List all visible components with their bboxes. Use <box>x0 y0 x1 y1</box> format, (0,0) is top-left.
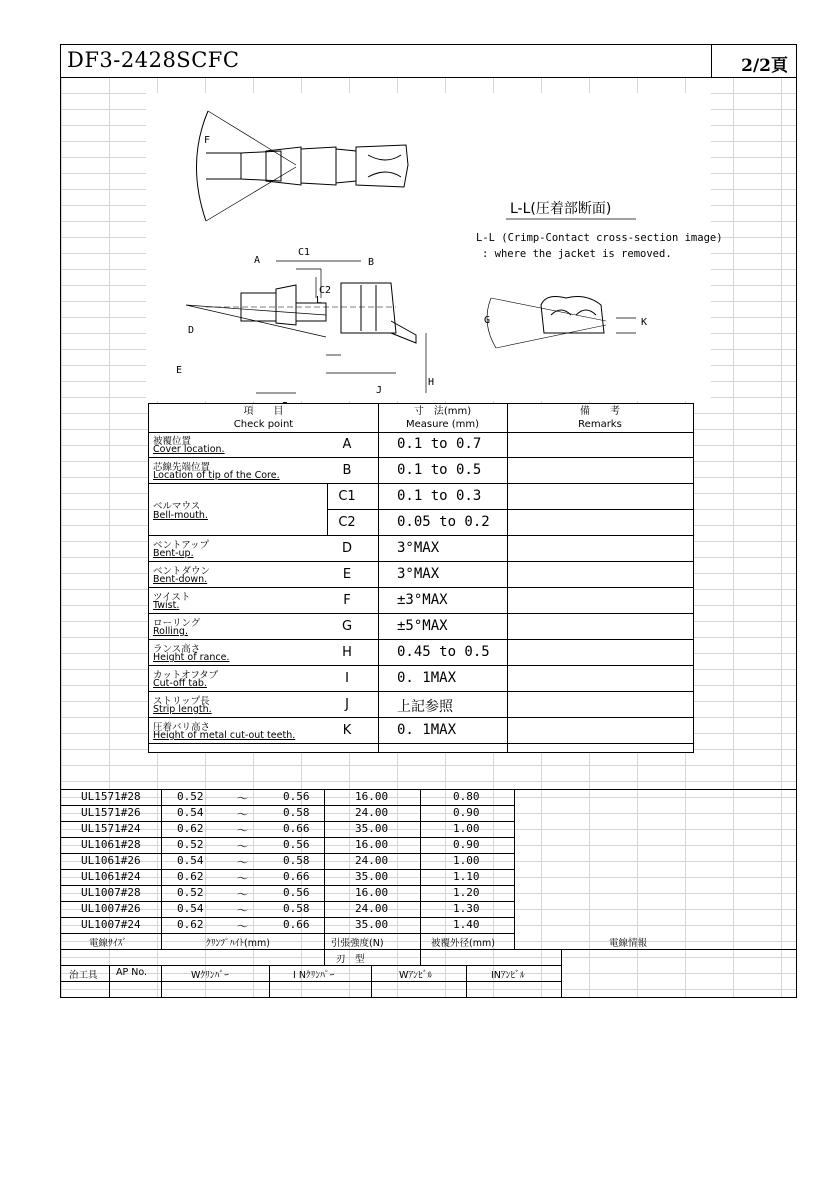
check-measure: 0. 1MAX <box>397 722 457 738</box>
check-item-en: Bent-down. <box>153 574 208 585</box>
check-row <box>149 718 693 744</box>
w-crimper-label: Wｸﾘﾝﾊﾟｰ <box>191 970 229 981</box>
check-point-table <box>148 403 694 753</box>
check-code: D <box>341 541 352 556</box>
check-item-en: Rolling. <box>153 626 188 637</box>
crimp-height-min: 0.52 <box>177 886 204 899</box>
wire-name: UL1061#28 <box>81 838 141 851</box>
label-j: J <box>376 385 383 396</box>
range-tilde: 〜 <box>237 808 248 821</box>
check-item-jp: ベントダウン <box>153 566 211 577</box>
check-measure: 上記参照 <box>397 699 453 715</box>
crimp-height-max: 0.66 <box>283 918 310 931</box>
check-measure: ±3°MAX <box>397 592 448 608</box>
check-item-jp: ローリング <box>153 618 201 629</box>
check-row <box>149 484 693 521</box>
head-measure-en: Measure (mm) <box>406 419 479 430</box>
check-item-en: Location of tip of the Core. <box>153 470 280 481</box>
top-barrel <box>266 147 301 185</box>
check-measure: 0.1 to 0.3 <box>397 488 482 504</box>
range-tilde: 〜 <box>237 824 248 837</box>
wire-row <box>61 885 514 902</box>
check-item-en: Height of metal cut-out teeth. <box>153 730 296 741</box>
check-measure: 0.05 to 0.2 <box>397 514 490 530</box>
check-code: J <box>345 697 349 712</box>
check-row <box>149 536 693 562</box>
check-measure: ±5°MAX <box>397 618 448 634</box>
crimp-height-min: 0.52 <box>177 838 204 851</box>
outer-diameter: 0.80 <box>453 790 480 803</box>
check-item-jp: ベントアップ <box>153 540 210 551</box>
wire-name: UL1061#26 <box>81 854 141 867</box>
page-number: 2/2頁 <box>741 56 788 76</box>
check-row <box>149 432 693 458</box>
check-measure: 0.1 to 0.7 <box>397 436 482 452</box>
check-code: I <box>345 671 349 686</box>
wire-row <box>61 789 514 806</box>
wire-row <box>61 837 514 854</box>
head-remarks-en: Remarks <box>578 419 622 430</box>
check-measure: 0.1 to 0.5 <box>397 462 482 478</box>
wire-row <box>61 805 514 822</box>
document-title: DF3-2428SCFC <box>67 48 240 72</box>
crimp-height-max: 0.58 <box>283 902 310 915</box>
crimp-height-max: 0.66 <box>283 870 310 883</box>
label-b: B <box>368 257 375 268</box>
tensile-strength: 16.00 <box>355 838 389 851</box>
check-item-en: Cut-off tab. <box>153 678 207 689</box>
check-code: H <box>342 645 352 660</box>
crimp-height-min: 0.62 <box>177 870 204 883</box>
check-code: G <box>341 619 353 634</box>
tensile-strength: 16.00 <box>355 790 389 803</box>
footer-tensile: 引張強度(N) <box>331 938 384 949</box>
in-anvil-label: INｱﾝﾋﾞﾙ <box>491 970 525 981</box>
crimp-height-max: 0.56 <box>283 886 310 899</box>
ap-no-label: AP No. <box>116 967 148 978</box>
check-item-en: Height of rance. <box>153 652 230 663</box>
check-row <box>149 666 693 692</box>
check-code: C2 <box>338 515 356 530</box>
check-code: F <box>343 593 351 608</box>
wire-name: UL1571#28 <box>81 790 141 803</box>
crimp-height-min: 0.52 <box>177 790 204 803</box>
check-row <box>149 588 693 614</box>
top-jacket <box>241 151 281 181</box>
head-remarks-jp: 備 考 <box>580 406 620 417</box>
range-tilde: 〜 <box>237 888 248 901</box>
tensile-strength: 35.00 <box>355 918 389 931</box>
footer-wire-size: 電線ｻｲｽﾞ <box>89 938 128 949</box>
wire-name: UL1007#26 <box>81 902 141 915</box>
outer-diameter: 1.00 <box>453 854 480 867</box>
in-crimper-label: I Nｸﾘﾝﾊﾟｰ <box>293 970 335 981</box>
check-code: C1 <box>338 489 356 504</box>
wire-row <box>61 853 514 870</box>
footer-outer-dia: 被覆外径(mm) <box>431 938 495 949</box>
wire-row <box>61 821 514 838</box>
check-measure: 3°MAX <box>397 540 440 556</box>
wire-row <box>61 869 514 886</box>
check-code: K <box>342 723 352 738</box>
label-g: G <box>484 315 491 326</box>
range-tilde: 〜 <box>237 920 248 933</box>
check-code: E <box>342 567 352 582</box>
label-c2: C2 <box>319 285 332 296</box>
crimp-drawing-svg <box>146 93 723 401</box>
check-item-en: Bell-mouth. <box>153 510 208 521</box>
jig-label: 治工具 <box>69 970 98 981</box>
crimp-height-max: 0.66 <box>283 822 310 835</box>
label-c1: C1 <box>298 247 311 258</box>
footer-wire-info: 電線情報 <box>609 938 648 949</box>
check-code: A <box>342 437 352 452</box>
check-item-jp: カットオフタブ <box>153 670 219 681</box>
outer-diameter: 1.00 <box>453 822 480 835</box>
check-row <box>149 640 693 666</box>
outer-diameter: 1.30 <box>453 902 480 915</box>
head-item-jp: 項 目 <box>243 406 284 417</box>
label-f: F <box>204 135 211 146</box>
check-item-jp: 被覆位置 <box>153 436 192 447</box>
range-tilde: 〜 <box>237 904 248 917</box>
check-item-en: Bent-up. <box>153 548 194 559</box>
label-l: L <box>316 295 323 306</box>
crimp-height-min: 0.54 <box>177 806 204 819</box>
check-item-jp: 芯線先端位置 <box>153 462 211 473</box>
check-measure: 3°MAX <box>397 566 440 582</box>
tensile-strength: 24.00 <box>355 854 389 867</box>
check-item-en: Cover location. <box>153 444 225 455</box>
crimp-height-min: 0.54 <box>177 854 204 867</box>
check-item-en: Twist. <box>153 600 180 611</box>
check-row <box>149 614 693 640</box>
crimp-height-max: 0.56 <box>283 790 310 803</box>
wire-row <box>61 901 514 918</box>
check-table-header <box>149 404 693 433</box>
crimp-height-min: 0.62 <box>177 822 204 835</box>
wire-name: UL1571#26 <box>81 806 141 819</box>
crimp-height-max: 0.58 <box>283 806 310 819</box>
tensile-strength: 24.00 <box>355 806 389 819</box>
label-d: D <box>188 325 195 336</box>
wire-name: UL1571#24 <box>81 822 141 835</box>
check-item-jp: ランス高さ <box>153 644 201 655</box>
outer-diameter: 0.90 <box>453 806 480 819</box>
crimp-height-max: 0.56 <box>283 838 310 851</box>
w-anvil-label: Wｱﾝﾋﾞﾙ <box>399 970 433 981</box>
check-row <box>149 458 693 484</box>
crimp-height-min: 0.54 <box>177 902 204 915</box>
range-tilde: 〜 <box>237 840 248 853</box>
range-tilde: 〜 <box>237 792 248 805</box>
label-h: H <box>428 377 435 388</box>
outer-diameter: 1.10 <box>453 870 480 883</box>
footer-crimp-height: ｸﾘﾝﾌﾟﾊｲﾄ(mm) <box>206 938 270 949</box>
title-divider <box>711 45 712 77</box>
sheet-corner-line <box>721 997 797 998</box>
outer-diameter: 1.20 <box>453 886 480 899</box>
check-measure: 0.45 to 0.5 <box>397 644 490 660</box>
wire-name: UL1061#24 <box>81 870 141 883</box>
check-item-jp: ツイスト <box>153 592 191 603</box>
check-item-jp: ベルマウス <box>153 501 201 512</box>
check-item-jp: ストリップ長 <box>153 696 210 707</box>
outer-diameter: 0.90 <box>453 838 480 851</box>
crimp-drawing <box>146 93 723 401</box>
title-bar <box>61 45 796 78</box>
wire-row <box>61 917 514 934</box>
label-e: E <box>176 365 183 376</box>
check-row <box>149 562 693 588</box>
tensile-strength: 24.00 <box>355 902 389 915</box>
check-measure: 0. 1MAX <box>397 670 457 686</box>
tensile-strength: 35.00 <box>355 822 389 835</box>
wire-name: UL1007#24 <box>81 918 141 931</box>
section-title: L-L(圧着部断面) <box>510 201 612 217</box>
section-caption-1: L-L (Crimp-Contact cross-section image) <box>476 232 723 244</box>
range-tilde: 〜 <box>237 856 248 869</box>
label-a: A <box>254 255 261 266</box>
side-contact <box>341 283 396 333</box>
crimp-height-min: 0.62 <box>177 918 204 931</box>
outer-diameter: 1.40 <box>453 918 480 931</box>
head-item-en: Check point <box>233 419 294 430</box>
check-item-en: Strip length. <box>153 704 212 715</box>
tensile-strength: 16.00 <box>355 886 389 899</box>
section-caption-2: : where the jacket is removed. <box>482 248 672 260</box>
check-row <box>149 510 693 536</box>
range-tilde: 〜 <box>237 872 248 885</box>
top-contact-box <box>356 145 408 187</box>
check-row <box>149 692 693 718</box>
top-wire-crimp <box>301 147 336 185</box>
tensile-strength: 35.00 <box>355 870 389 883</box>
drawing-sheet <box>60 44 797 998</box>
label-k: K <box>641 317 648 328</box>
crimp-height-max: 0.58 <box>283 854 310 867</box>
check-item-jp: 圧着バリ高さ <box>153 722 211 733</box>
wire-name: UL1007#28 <box>81 886 141 899</box>
blade-label: 刃 型 <box>336 954 365 965</box>
check-code: B <box>342 463 352 478</box>
head-measure-jp: 寸 法(mm) <box>413 406 472 417</box>
